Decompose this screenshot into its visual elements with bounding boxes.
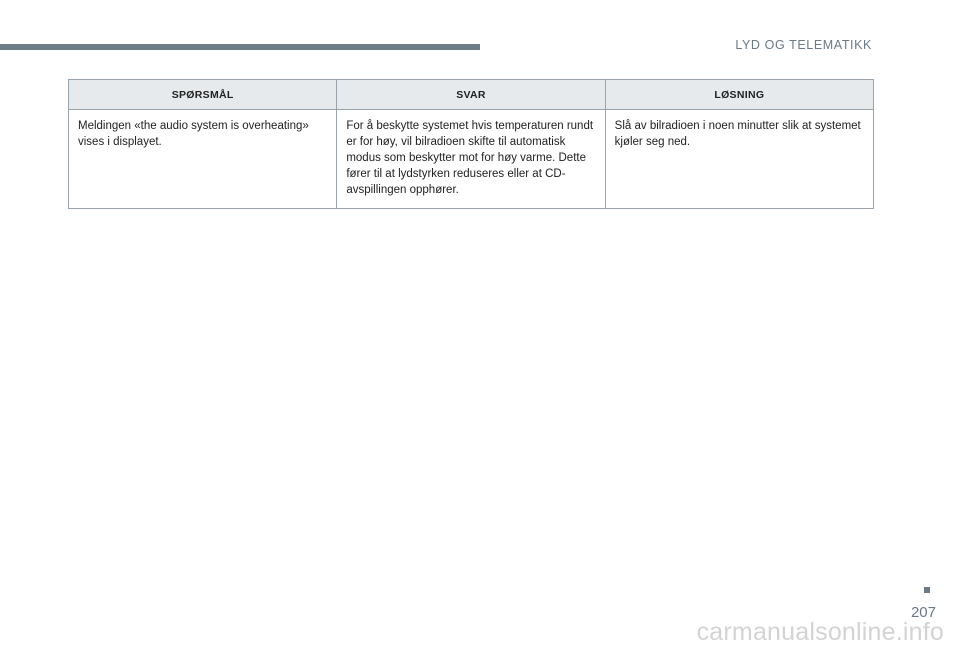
header-rule — [0, 44, 480, 50]
cell-answer: For å beskytte systemet hvis temperaturen rundt er for høy, vil bilradioen skifte til automatisk modus som beskytter mot for høy varme. Dette fører til at lydstyrken reduseres eller at CD-avspillingen opphører. — [337, 110, 605, 209]
column-header-question: SPØRSMÅL — [69, 80, 337, 110]
cell-solution: Slå av bilradioen i noen minutter slik at systemet kjøler seg ned. — [605, 110, 873, 209]
section-title: LYD OG TELEMATIKK — [735, 38, 872, 52]
troubleshooting-table — [68, 79, 874, 209]
cell-question: Meldingen «the audio system is overheating» vises i displayet. — [69, 110, 337, 209]
watermark: carmanualsonline.info — [696, 618, 944, 646]
page-marker-square — [924, 587, 930, 593]
table-row — [69, 110, 874, 209]
column-header-solution: LØSNING — [605, 80, 873, 110]
column-header-answer: SVAR — [337, 80, 605, 110]
table-header-row — [69, 80, 874, 110]
page-number: 207 — [910, 604, 936, 621]
